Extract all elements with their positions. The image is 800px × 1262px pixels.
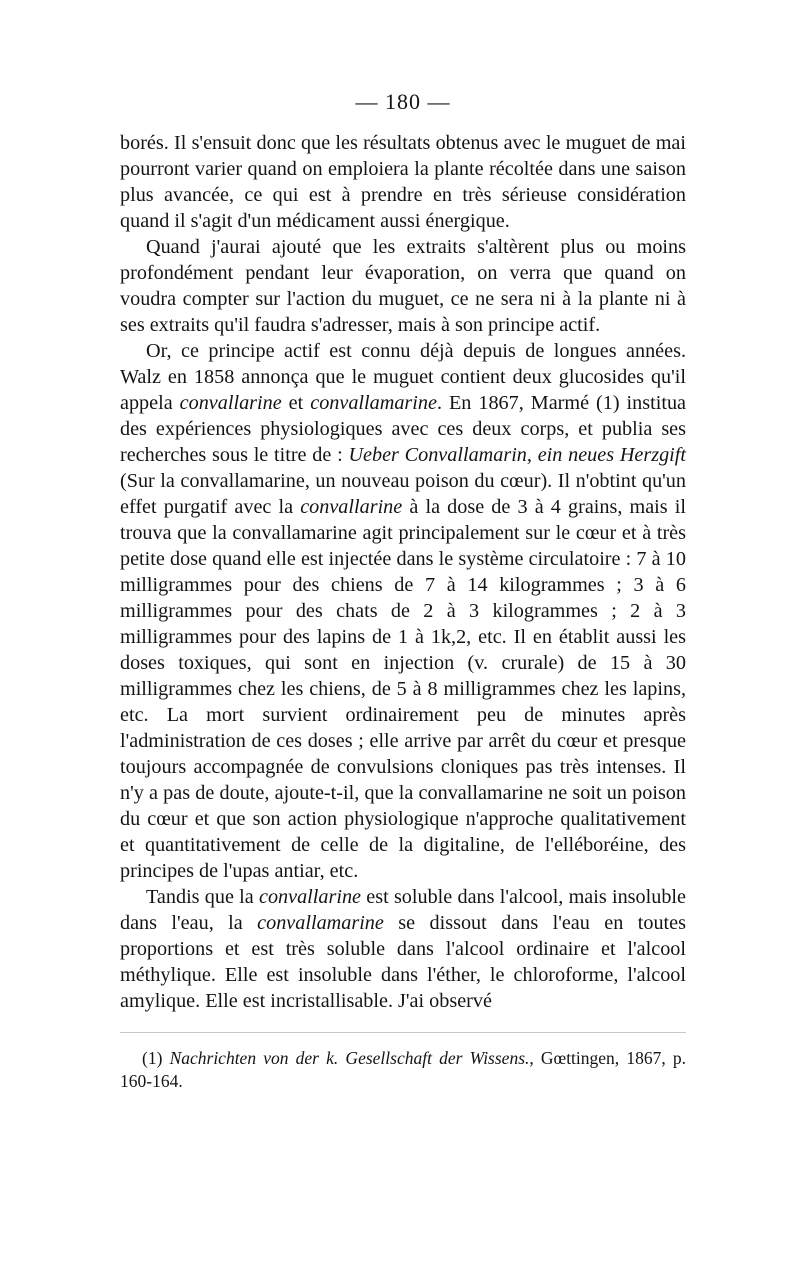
italic-run: convallarine	[179, 392, 282, 414]
text-run: et	[281, 392, 311, 414]
text-run: se dissout dans l'eau en toutes proportions et est très soluble dans l'alcool ordinaire et l'alcool méthylique. Elle est insoluble dans l'éther, le chloroforme, l'alcool amylique. Elle est incristallisable. J'ai observé	[120, 912, 686, 1012]
paragraph-3	[120, 338, 686, 884]
text-run: est soluble dans l'alcool, mais insoluble dans l'eau, la	[120, 886, 686, 934]
italic-run: convallarine	[300, 496, 403, 518]
paragraph-2: Quand j'aurai ajouté que les extraits s'altèrent plus ou moins profondément pendant leur évaporation, on verra que quand on voudra compter sur l'action du muguet, ce ne sera ni à la plante ni à ses extraits qu'il faudra s'adresser, mais à son principe actif.	[120, 236, 686, 336]
text-run: (Sur la convallamarine, un nouveau poison du cœur). Il n'obtint qu'un effet purgatif avec la	[120, 470, 686, 518]
italic-run: Ueber Convallamarin, ein neues Herzgift	[348, 444, 687, 466]
text-run: à la dose de 3 à 4 grains, mais il trouva que la convallamarine agit principalement sur le cœur et à très petite dose quand elle est injectée dans le système circulatoire : 7 à 10 milligrammes pour des chiens de 7 à 14 kilogrammes ; 3 à 6 milligrammes pour des chats de 2 à 3 kilogrammes ; 2 à 3 milligrammes pour des lapins de 1 à 1k,2, etc. Il en établit aussi les doses toxiques, qui sont en injection (v. crurale) de 15 à 30 milligrammes chez les chiens, de 5 à 8 milligrammes chez les lapins, etc. La mort survient ordinairement peu de minutes après l'administration de ces doses ; elle arrive par arrêt du cœur et presque toujours accompagnée de convulsions cloniques pas très intenses. Il n'y a pas de doute, ajoute-t-il, que la convallamarine ne soit un poison du cœur et que son action physiologique n'approche qualitativement et quantitativement de celle de la digitaline, de l'elléboréine, des principes de l'upas antiar, etc.	[120, 496, 686, 882]
italic-run: Nachrichten von der k. Gesellschaft der Wissens.	[169, 1048, 530, 1068]
paragraph-1: borés. Il s'ensuit donc que les résultats obtenus avec le muguet de mai pourront varier quand on emploiera la plante récoltée dans une saison plus avancée, ce qui est à prendre en très sérieuse considération quand il s'agit d'un médicament aussi énergique.	[120, 132, 686, 232]
text-run: . En 1867, Marmé (1) institua des expériences physiologiques avec ces deux corps, et publia ses recherches sous le titre de :	[120, 392, 686, 466]
book-page	[120, 88, 686, 1093]
text-run: Or, ce principe actif est connu déjà depuis de longues années. Walz en 1858 annonça que le muguet contient deux glucosides qu'il appela	[120, 340, 686, 414]
text-run: Tandis que la	[146, 886, 259, 908]
italic-run: convallamarine	[257, 912, 384, 934]
italic-run: convallamarine	[310, 392, 437, 414]
text-run: (1)	[142, 1048, 170, 1068]
text-run: , Gœttingen, 1867, p. 160-164.	[120, 1048, 686, 1091]
italic-run: convallarine	[258, 886, 362, 908]
footnote-divider	[120, 1032, 686, 1033]
footnote	[120, 1047, 686, 1093]
paragraph-4	[120, 884, 686, 1014]
page-number: — 180 —	[355, 89, 451, 114]
